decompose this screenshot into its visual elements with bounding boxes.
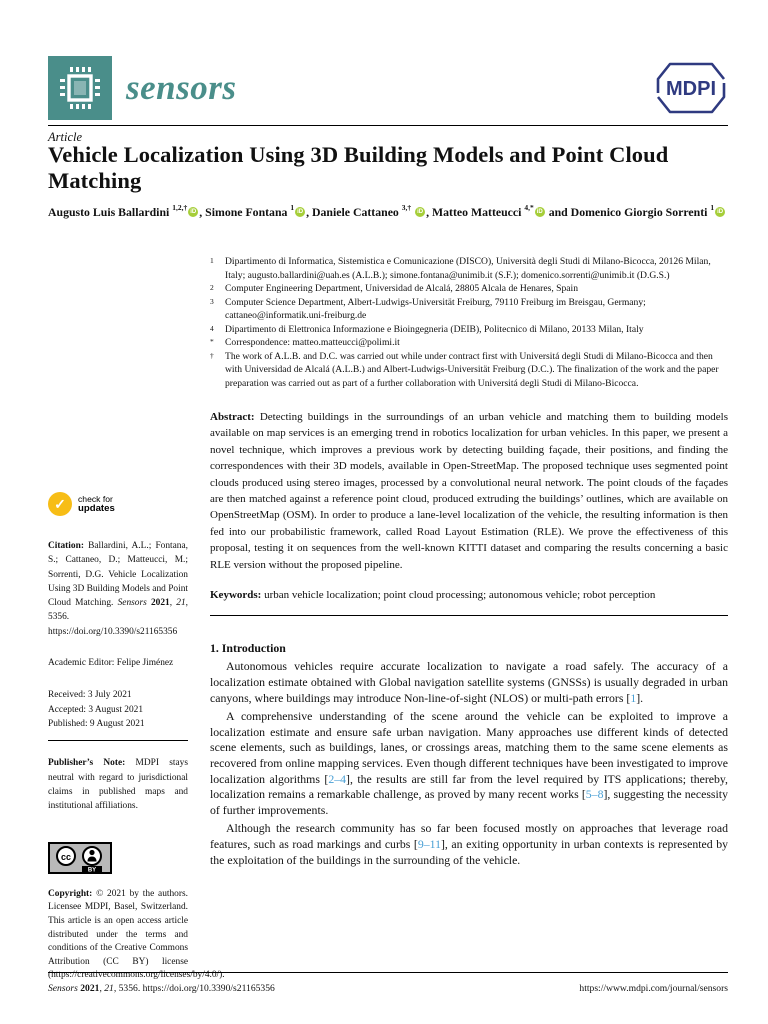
accepted-date: Accepted: 3 August 2021 (48, 704, 144, 715)
affiliation-marker: * (210, 337, 214, 346)
chip-icon (57, 65, 103, 111)
citation-ref-link[interactable]: 5–8 (585, 787, 604, 802)
mdpi-wordmark: MDPI (666, 78, 716, 100)
affiliations-block (210, 255, 728, 390)
main-column (210, 255, 728, 868)
check-icon: ✓ (48, 492, 72, 516)
affiliation-item (210, 350, 728, 391)
keywords-text: urban vehicle localization; point cloud processing; autonomous vehicle; robot perception (261, 589, 656, 602)
received-date: Received: 3 July 2021 (48, 690, 132, 701)
affiliation-marker: 4 (210, 323, 214, 333)
affiliation-item (210, 255, 728, 282)
body-paragraph: Although the research community has so far been focused mostly on approaches that leverage road features, such as road markings and curbs [9–11], an exiting opportunity in urban contexts is represented by the exploitation of the buildings in the surrounding of the vehicle. (210, 821, 728, 867)
keywords-label: Keywords: (210, 589, 262, 602)
citation-block: Citation: Ballardini, A.L.; Fontana, S.; Cattaneo, D.; Matteucci, M.; Sorrenti, D.G. Vehicle Localization Using 3D Building Models and Point Cloud Matching. Sensors 2021, 21, 5356. https://doi.org/10.3390/s21165356 (48, 541, 189, 637)
affiliation-text: Dipartimento di Informatica, Sistemistica e Comunicazione (DISCO), Università degli Studi di Milano-Bicocca, 20126 Milan, Italy; augusto.ballardini@uah.es (A.L.B.); simone.fontana@unimib.it (S.F.); domenico.sorrenti@unimib.it (D.G.S.) (225, 256, 711, 281)
citation-ref-link[interactable]: 2–4 (328, 771, 347, 786)
abstract-label: Abstract: (210, 411, 255, 423)
affiliation-marker: † (210, 350, 214, 360)
orcid-icon[interactable]: iD (417, 208, 424, 215)
orcid-icon[interactable]: iD (190, 208, 197, 215)
mdpi-logo[interactable] (654, 59, 728, 122)
orcid-icon[interactable]: iD (536, 208, 543, 215)
affiliation-marker: 1 (210, 256, 214, 265)
affiliation-marker: 3 (210, 296, 214, 306)
svg-text:cc: cc (60, 852, 72, 863)
body-paragraph: Autonomous vehicles require accurate localization to navigate a road safely. The accuracy of a localization estimate obtained with Global navigation satellite systems (GNSSs) is usually degraded in urban canyons, where buildings may introduce Non-line-of-sight (NLOS) or multi-path errors [1]. (210, 659, 728, 705)
header-divider (48, 125, 728, 126)
affiliation-text: Computer Science Department, Albert-Ludwigs-Universität Freiburg, 79110 Freiburg im Breisgau, Germany; cattaneo@informatik.uni-freiburg.de (225, 296, 646, 321)
citation-ref-link[interactable]: 9–11 (417, 837, 441, 851)
dates-block (48, 688, 188, 731)
orcid-icon[interactable]: iD (297, 208, 304, 215)
affiliation-text: Dipartimento di Elettronica Informazione e Bioingegneria (DEIB), Politecnico di Milano, 20133 Milan, Italy (225, 323, 644, 335)
cc-by-license-badge[interactable] (48, 842, 188, 879)
by-label: BY (87, 868, 97, 875)
affiliation-text: The work of A.L.B. and D.C. was carried out while under contract first with Universitá degli Studi di Milano-Bicocca and then with Universidad de Alcalá (A.L.B.) and Albert-Ludwigs-Universität Freiburg (D.C.). The finalization of the work and the paper preparation was carried out as part of a further collaboration with Universitá degli Studi di Milano-Bicocca. (225, 350, 719, 389)
check-for-updates-label: check for updates (78, 493, 115, 514)
affiliation-text: Computer Engineering Department, Universidad de Alcalá, 28805 Alcala de Henares, Spain (225, 283, 578, 294)
person-icon (83, 847, 101, 865)
journal-name: sensors (126, 68, 237, 107)
abstract (210, 409, 728, 573)
check-for-updates-button[interactable] (48, 492, 188, 516)
affiliation-item (210, 296, 728, 323)
page-title: Vehicle Localization Using 3D Building Models and Point Cloud Matching (48, 142, 669, 193)
margin-sidebar (48, 492, 225, 983)
academic-editor: Academic Editor: Felipe Jiménez (48, 658, 174, 669)
sensors-logo-icon[interactable] (48, 56, 112, 120)
sidebar-divider (48, 740, 188, 741)
footer-citation: Sensors 2021, 21, 5356. https://doi.org/10.3390/s21165356 (48, 983, 275, 994)
citation-ref-link[interactable]: 1 (630, 690, 637, 705)
keywords (210, 587, 728, 603)
page-header (48, 55, 728, 121)
affiliation-item (210, 336, 728, 350)
copyright-block: Copyright: © 2021 by the authors. Licensee MDPI, Basel, Switzerland. This article is an open access article distributed under the terms and conditions of the Creative Commons Attribution (CC BY) license (https://creativecommons.org/licenses/by/4.0/). (48, 888, 225, 981)
page-footer (48, 983, 728, 994)
publisher-note: Publisher’s Note: MDPI stays neutral with regard to jurisdictional claims in published maps and institutional affiliations. (48, 758, 188, 812)
author-list: Augusto Luis Ballardini $^{1,2,\dagger}$ iD , Simone Fontana $^1$ iD , Daniele Cattaneo $^{3,\dagger}$ iD , Matteo Matteucci $^{4,*}$ iD and Domenico Giorgio Sorrenti $^1$ iD (48, 203, 724, 219)
published-date: Published: 9 August 2021 (48, 718, 145, 729)
affiliation-marker: 2 (210, 283, 214, 292)
article-type-label: Article (48, 130, 83, 144)
affiliation-item (210, 282, 728, 296)
affiliation-item (210, 323, 728, 337)
footer-divider (48, 972, 728, 973)
orcid-icon[interactable]: iD (717, 208, 724, 215)
keywords-divider (210, 615, 728, 616)
abstract-text: Detecting buildings in the surroundings of an urban vehicle and matching them to building models available on map services is an emerging trend in robotics localization for urban vehicles. In this paper, we present a novel technique, which improves a previous work by detecting building façade, their positions, and finding the correspondences with their 3D models, available in Open-StreetMap. The proposed technique uses segmented point clouds produced using stereo images, processed by a convolutional neural network. The point clouds of the façades are then matched against a reference point cloud, produced extruding the buildings’ outlines, which are available on OpenStreetMap (OSM). In order to produce a lane-level localization of the vehicle, the resulting information is then fed into our probabilistic framework, called Road Layout Estimation (RLE). We prove the effectiveness of this proposal, testing it on sequences from the well-known KITTI dataset and comparing the results concerning a basic RLE version without the proposed pipeline. (210, 411, 728, 571)
body-paragraph: A comprehensive understanding of the scene around the vehicle can be exploited to improve a localization estimate and ensure safe urban navigation. Many approaches use different kinds of detected scene elements, such as buildings, lanes, or crossings areas, matching them to the same scene elements as recovered from online mapping services. Even though different techniques have been investigated to improve localization algorithms [2–4], the results are still far from the level required by ITS applications; thereby, localization remains a remarkable challenge, as proved by many recent works [5–8], suggesting the necessity of further improvements. (210, 709, 728, 817)
footer-journal-url[interactable]: https://www.mdpi.com/journal/sensors (579, 983, 728, 994)
affiliation-text[interactable]: Correspondence: matteo.matteucci@polimi.it (225, 337, 400, 348)
section-heading-introduction: 1. Introduction (210, 641, 286, 656)
